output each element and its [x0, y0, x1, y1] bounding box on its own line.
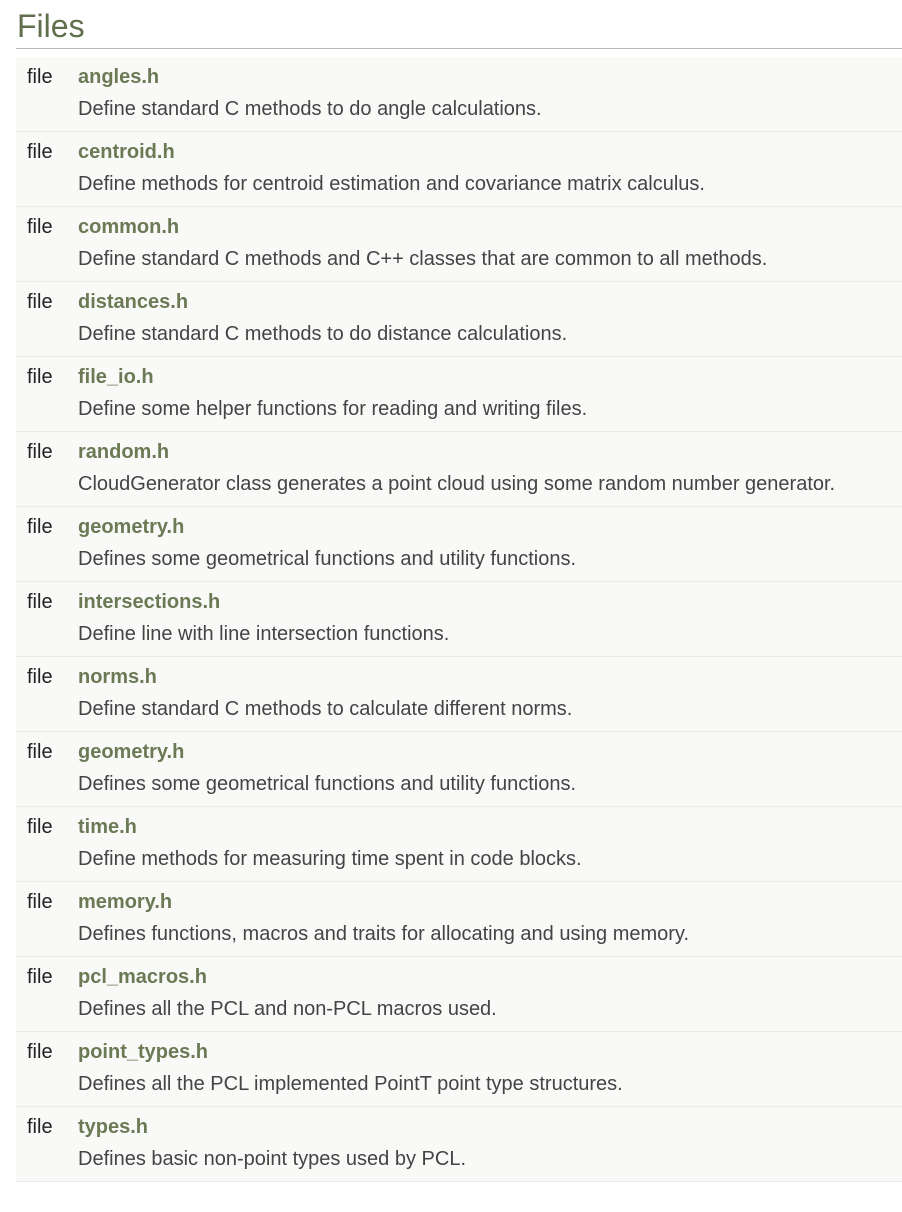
file-row [16, 507, 902, 582]
file-description: Defines all the PCL and non-PCL macros used. [78, 998, 497, 1020]
file-description: Define methods for measuring time spent in code blocks. [78, 848, 582, 870]
file-kind-label: file [27, 1116, 53, 1138]
file-description: Defines some geometrical functions and utility functions. [78, 548, 577, 570]
file-link[interactable]: distances.h [78, 291, 189, 313]
file-kind-label: file [27, 666, 53, 688]
file-row [16, 582, 902, 657]
files-section [16, 0, 902, 1182]
file-link[interactable]: geometry.h [78, 741, 185, 763]
file-description: Define methods for centroid estimation and covariance matrix calculus. [78, 173, 705, 195]
file-link[interactable]: memory.h [78, 891, 173, 913]
file-kind-label: file [27, 441, 53, 463]
file-link[interactable]: types.h [78, 1116, 149, 1138]
file-description: Define standard C methods to calculate different norms. [78, 698, 573, 720]
file-description: CloudGenerator class generates a point cloud using some random number generator. [78, 473, 836, 495]
file-link[interactable]: angles.h [78, 66, 160, 88]
file-row [16, 882, 902, 957]
file-row [16, 207, 902, 282]
file-link[interactable]: norms.h [78, 666, 157, 688]
file-row [16, 957, 902, 1032]
file-kind-label: file [27, 741, 53, 763]
file-kind-label: file [27, 1041, 53, 1063]
file-link[interactable]: common.h [78, 216, 180, 238]
file-row [16, 1032, 902, 1107]
file-link[interactable]: time.h [78, 816, 137, 838]
file-row [16, 432, 902, 507]
file-row [16, 282, 902, 357]
file-link[interactable]: geometry.h [78, 516, 185, 538]
file-row [16, 807, 902, 882]
file-description: Defines all the PCL implemented PointT point type structures. [78, 1073, 623, 1095]
file-link[interactable]: file_io.h [78, 366, 154, 388]
file-description: Defines some geometrical functions and utility functions. [78, 773, 577, 795]
file-kind-label: file [27, 966, 53, 988]
file-description: Define some helper functions for reading and writing files. [78, 398, 588, 420]
file-kind-label: file [27, 366, 53, 388]
file-kind-label: file [27, 141, 53, 163]
file-kind-label: file [27, 216, 53, 238]
file-description: Define standard C methods to do distance calculations. [78, 323, 568, 345]
file-kind-label: file [27, 891, 53, 913]
file-link[interactable]: intersections.h [78, 591, 221, 613]
file-list [16, 57, 902, 1182]
file-link[interactable]: random.h [78, 441, 170, 463]
file-row [16, 357, 902, 432]
section-title: Files [17, 8, 85, 44]
file-description: Define line with line intersection functions. [78, 623, 450, 645]
file-description: Define standard C methods to do angle calculations. [78, 98, 542, 120]
file-link[interactable]: pcl_macros.h [78, 966, 207, 988]
file-kind-label: file [27, 816, 53, 838]
file-link[interactable]: centroid.h [78, 141, 175, 163]
file-link[interactable]: point_types.h [78, 1041, 209, 1063]
file-row [16, 657, 902, 732]
file-kind-label: file [27, 516, 53, 538]
file-row [16, 1107, 902, 1182]
file-kind-label: file [27, 591, 53, 613]
file-description: Defines functions, macros and traits for allocating and using memory. [78, 923, 690, 945]
file-row [16, 57, 902, 132]
file-kind-label: file [27, 291, 53, 313]
file-kind-label: file [27, 66, 53, 88]
file-row [16, 732, 902, 807]
file-description: Define standard C methods and C++ classes that are common to all methods. [78, 248, 768, 270]
file-row [16, 132, 902, 207]
file-description: Defines basic non-point types used by PCL. [78, 1148, 466, 1170]
spacer [16, 49, 902, 57]
